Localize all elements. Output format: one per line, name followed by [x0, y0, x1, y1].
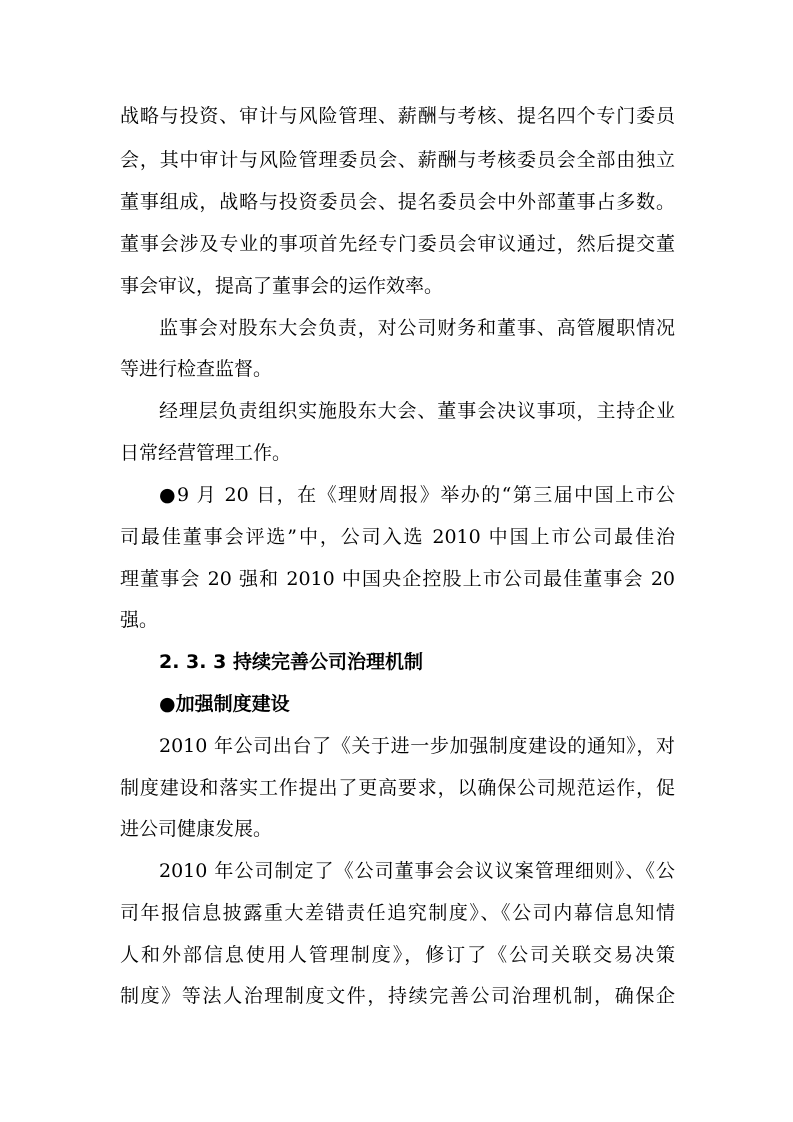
body-line: 制度》等法人治理制度文件，持续完善公司治理机制，确保企 — [120, 985, 675, 1007]
body-line: 战略与投资、审计与风险管理、薪酬与考核、提名四个专门委员 — [120, 105, 675, 127]
paragraph-first-line: 2010 年公司出台了《关于进一步加强制度建设的通知》，对 — [159, 735, 675, 757]
body-line: 司年报信息披露重大差错责任追究制度》、《公司内幕信息知情 — [120, 902, 675, 924]
paragraph-first-line: 经理层负责组织实施股东大会、董事会决议事项，主持企业 — [159, 400, 675, 422]
subsection-heading: ●加强制度建设 — [159, 693, 290, 715]
body-line: 事会审议，提高了董事会的运作效率。 — [120, 275, 444, 297]
paragraph-first-line: 2010 年公司制定了《公司董事会会议议案管理细则》、《公 — [159, 860, 675, 882]
paragraph-first-line: 监事会对股东大会负责，对公司财务和董事、高管履职情况 — [159, 317, 675, 339]
body-line: 董事会涉及专业的事项首先经专门委员会审议通过，然后提交董 — [120, 233, 675, 255]
body-line: 进公司健康发展。 — [120, 818, 273, 840]
body-line: 等进行检查监督。 — [120, 358, 273, 380]
section-heading: 2. 3. 3 持续完善公司治理机制 — [159, 651, 423, 673]
body-line: 董事组成，战略与投资委员会、提名委员会中外部董事占多数。 — [120, 191, 675, 213]
body-line: 日常经营管理工作。 — [120, 442, 292, 464]
body-line: 制度建设和落实工作提出了更高要求，以确保公司规范运作，促 — [120, 777, 675, 799]
body-line: 会，其中审计与风险管理委员会、薪酬与考核委员会全部由独立 — [120, 149, 675, 171]
body-line: 司最佳董事会评选”中，公司入选 2010 中国上市公司最佳治 — [120, 526, 675, 548]
body-line: 理董事会 20 强和 2010 中国央企控股上市公司最佳董事会 20 — [120, 568, 675, 590]
body-line: 人和外部信息使用人管理制度》，修订了《公司关联交易决策 — [120, 944, 675, 966]
body-line: 强。 — [120, 609, 159, 631]
paragraph-first-line: ●9 月 20 日，在《理财周报》举办的“第三届中国上市公 — [159, 484, 675, 506]
